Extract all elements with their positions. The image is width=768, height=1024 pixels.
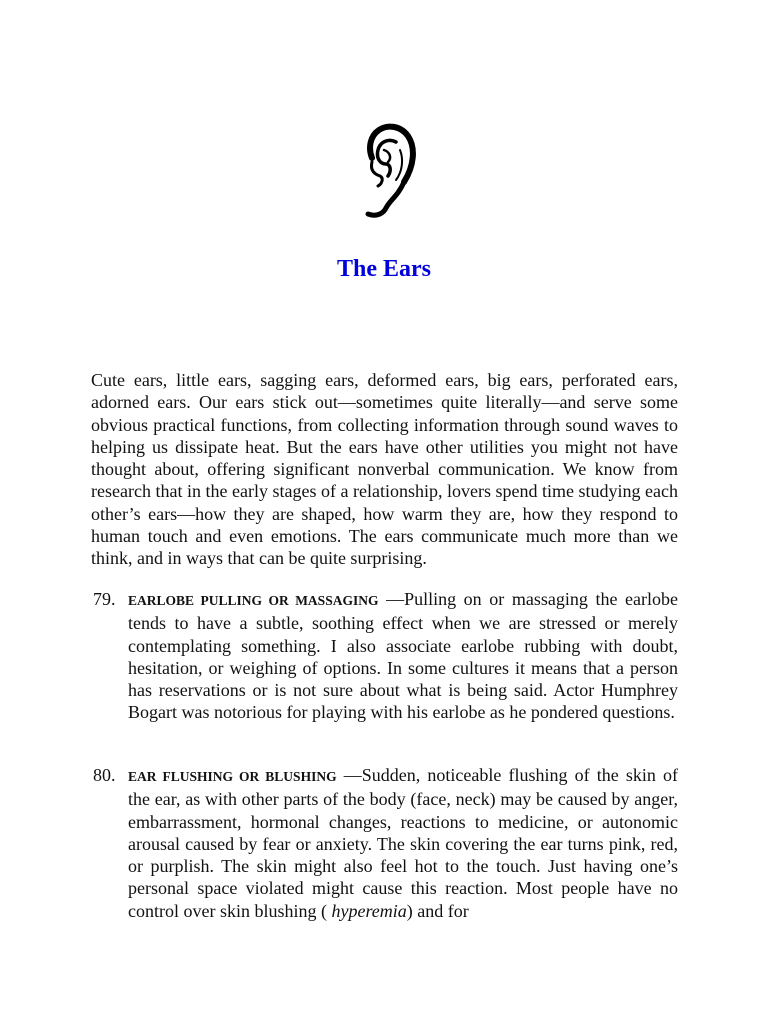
- ear-icon: [356, 120, 416, 220]
- list-item: [91, 588, 678, 724]
- entry-text-after: ) and for: [406, 900, 469, 921]
- entry-italic-term: hyperemia: [331, 900, 407, 921]
- entry-body: [128, 764, 678, 922]
- entry-number: 79.: [93, 589, 116, 609]
- entry-number: 80.: [93, 765, 116, 785]
- entry-body: [128, 588, 678, 724]
- page-title: The Ears: [336, 256, 431, 282]
- entry-heading: EAR FLUSHING OR BLUSHING: [128, 769, 337, 784]
- entry-text: —Pulling on or massaging the earlobe tends to have a subtle, soothing effect when we are stressed or merely contemplating something. I also associate earlobe rubbing with doubt, hesitation, or weighing of options. In some cultures it means that a person has reservations or is not sure about what is being said. Actor Humphrey Bogart was notorious for playing with his earlobe as he pondered questions.: [128, 589, 678, 723]
- entry-text: —Sudden, noticeable flushing of the skin of the ear, as with other parts of the body (face, neck) may be caused by anger, embarrassment, hormonal changes, reactions to medicine, or autonomic arousal caused by fear or anxiety. The skin covering the ear turns pink, red, or purplish. The skin might also feel hot to the touch. Just having one’s personal space violated might cause this reaction. Most people have no control over skin blushing (: [128, 765, 678, 921]
- intro-paragraph: Cute ears, little ears, sagging ears, deformed ears, big ears, perforated ears, adorned ears. Our ears stick out—sometimes quite literally—and serve some obvious practical functions, from collecting information through sound waves to helping us dissipate heat. But the ears have other utilities you might not have thought about, offering significant nonverbal communication. We know from research that in the early stages of a relationship, lovers spend time studying each other’s ears—how they are shaped, how warm they are, how they respond to human touch and even emotions. The ears communicate much more than we think, and in ways that can be quite surprising.: [91, 370, 678, 569]
- entry-heading: EARLOBE PULLING OR MASSAGING: [128, 593, 379, 608]
- list-item: [91, 764, 678, 922]
